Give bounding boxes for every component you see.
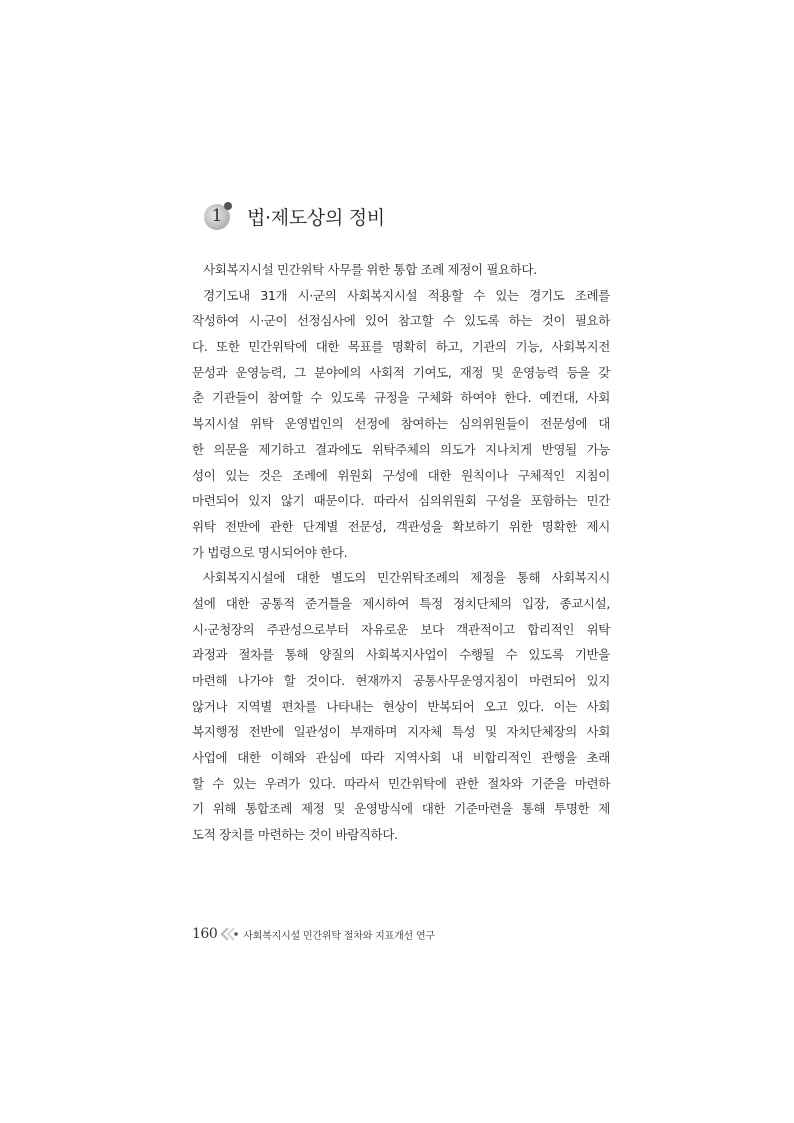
section-heading: [203, 198, 385, 234]
section-title: 법·제도상의 정비: [247, 206, 385, 229]
text-line: 성이 있는 것은 조례에 위원회 구성에 대한 원칙이나 구체적인 지침이: [192, 467, 610, 483]
text-line: 사업에 대한 이해와 관심에 따라 지역사회 내 비합리적인 관행을 초래: [192, 750, 610, 766]
text-line: 다. 또한 민간위탁에 대한 목표를 명확히 하고, 기관의 기능, 사회복지전: [192, 339, 610, 355]
text-line: 복지시설 위탁 운영법인의 선정에 참여하는 심의위원들이 전문성에 대: [192, 416, 610, 432]
text-line: 기 위해 통합조례 제정 및 운영방식에 대한 기준마련을 통해 투명한 제: [192, 801, 610, 817]
text-line: 경기도내 31개 시·군의 사회복지시설 적용할 수 있는 경기도 조례를: [203, 287, 610, 303]
text-line: 한 의문을 제기하고 결과에도 위탁주체의 의도가 지나치게 반영될 가능: [192, 441, 610, 457]
section-number-badge: [203, 201, 233, 231]
text-line: 않거나 지역별 편차를 나타내는 현상이 반복되어 오고 있다. 이는 사회: [192, 698, 610, 714]
text-line: 도적 장치를 마련하는 것이 바람직하다.: [192, 827, 398, 843]
text-line: 사회복지시설에 대한 별도의 민간위탁조례의 제정을 통해 사회복지시: [203, 570, 610, 586]
text-line: 춘 기관들이 참여할 수 있도록 규정을 구체화 하여야 한다. 예컨대, 사회: [192, 390, 610, 406]
text-line: 할 수 있는 우려가 있다. 따라서 민간위탁에 관한 절차와 기준을 마련하: [192, 775, 610, 791]
text-line: 작성하여 시·군이 선정심사에 있어 참고할 수 있도록 하는 것이 필요하: [192, 313, 610, 329]
text-line: 복지행정 전반에 일관성이 부재하며 지자체 특성 및 자치단체장의 사회: [192, 724, 610, 740]
text-line: 과정과 절차를 통해 양질의 사회복지사업이 수행될 수 있도록 기반을: [192, 647, 610, 663]
body-text: [192, 257, 610, 848]
text-line: 마련되어 있지 않기 때문이다. 따라서 심의위원회 구성을 포함하는 민간: [192, 493, 610, 509]
page-footer: [192, 924, 435, 944]
text-line: 사회복지시설 민간위탁 사무를 위한 통합 조례 제정이 필요하다.: [203, 262, 537, 277]
text-line: 설에 대한 공통적 준거틀을 제시하여 특정 정치단체의 입장, 종교시설,: [192, 595, 610, 611]
text-line: 시·군청장의 주관성으로부터 자유로운 보다 객관적이고 합리적인 위탁: [192, 621, 610, 637]
double-chevron-left-icon: [220, 927, 238, 941]
text-line: 마련해 나가야 할 것이다. 현재까지 공통사무운영지침이 마련되어 있지: [192, 673, 610, 688]
text-line: 위탁 전반에 관한 단계별 전문성, 객관성을 확보하기 위한 명확한 제시: [192, 518, 610, 534]
page-number: 160: [192, 926, 218, 942]
text-line: 가 법령으로 명시되어야 한다.: [192, 544, 348, 560]
section-number: 1: [211, 206, 223, 226]
text-line: 문성과 운영능력, 그 분야에의 사회적 기여도, 재정 및 운영능력 등을 갖: [192, 364, 610, 380]
running-title: 사회복지시설 민간위탁 절차와 지표개선 연구: [243, 930, 435, 942]
